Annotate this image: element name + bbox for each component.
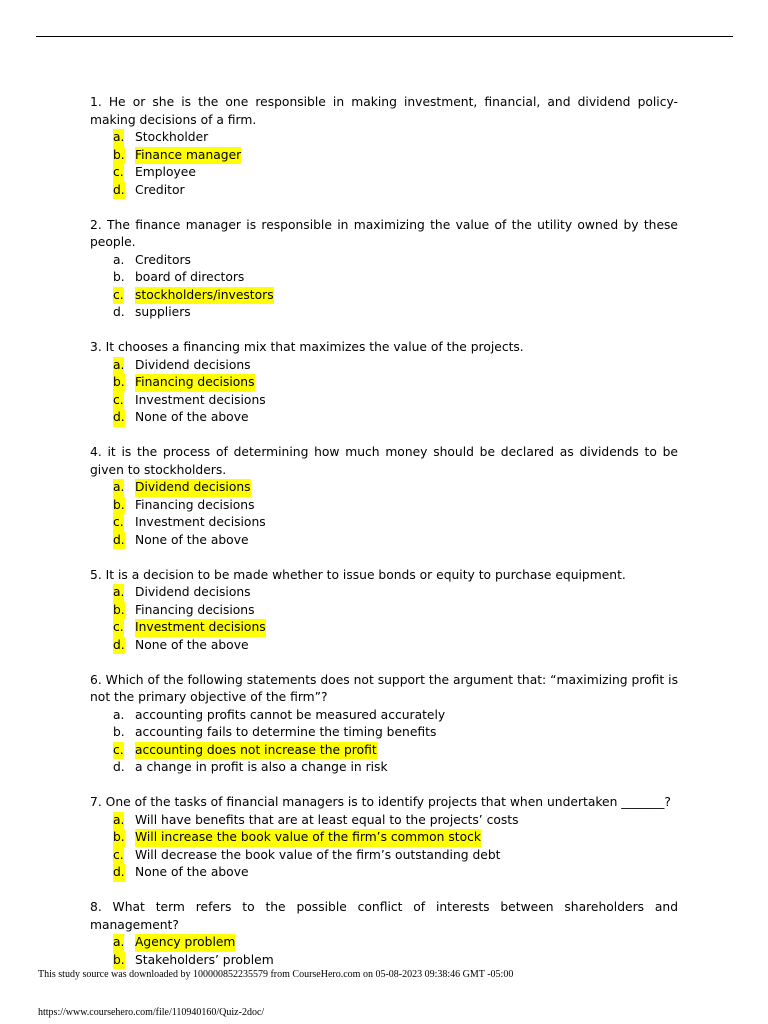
option-text: Dividend decisions	[135, 357, 251, 372]
option-letter: c.	[113, 392, 124, 410]
option-text: None of the above	[135, 637, 249, 652]
option-letter: b.	[113, 829, 125, 847]
option-letter: a.	[113, 357, 124, 375]
answer-option	[90, 304, 678, 322]
answer-option	[90, 829, 678, 847]
option-letter: c.	[113, 514, 124, 532]
option-text: accounting profits cannot be measured accurately	[135, 707, 446, 722]
option-text: a change in profit is also a change in risk	[135, 760, 388, 774]
answer-option	[90, 182, 678, 200]
option-text: accounting fails to determine the timing benefits	[135, 725, 437, 739]
option-list	[90, 252, 678, 322]
answer-option	[90, 479, 678, 497]
answer-option	[90, 707, 678, 725]
option-text: Stockholder	[135, 130, 209, 144]
question-block	[90, 339, 678, 427]
answer-option	[90, 602, 678, 620]
option-list	[90, 707, 678, 777]
option-letter: a.	[113, 812, 124, 830]
answer-option	[90, 847, 678, 865]
answer-option	[90, 742, 678, 760]
option-text: Dividend decisions	[135, 585, 251, 599]
option-letter: b.	[113, 147, 125, 165]
question-block	[90, 794, 678, 882]
answer-option	[90, 532, 678, 550]
option-text: Financing decisions	[135, 497, 255, 512]
option-text-highlighted: stockholders/investors	[135, 287, 274, 305]
option-text-highlighted: accounting does not increase the profit	[135, 742, 377, 760]
option-letter: d.	[113, 182, 125, 200]
option-list	[90, 129, 678, 199]
option-letter: d.	[113, 864, 125, 882]
option-text: board of directors	[135, 270, 245, 284]
option-letter: b.	[113, 497, 125, 515]
option-text: None of the above	[135, 532, 249, 547]
answer-option	[90, 637, 678, 655]
answer-option	[90, 812, 678, 830]
question-block	[90, 899, 678, 969]
option-text-highlighted: Investment decisions	[135, 619, 266, 637]
answer-option	[90, 497, 678, 515]
option-letter: c.	[113, 742, 124, 760]
answer-option	[90, 164, 678, 182]
option-text-highlighted: Financing decisions	[135, 374, 255, 392]
option-letter: a.	[113, 584, 124, 602]
question-text: 2. The finance manager is responsible in maximizing the value of the utility owned by these people.	[90, 217, 678, 249]
answer-option	[90, 724, 678, 742]
question-text: 8. What term refers to the possible conflict of interests between shareholders and management?	[90, 900, 678, 932]
question-text: 6. Which of the following statements does not support the argument that: “maximizing profit is not the primary objective of the firm”?	[90, 672, 678, 704]
answer-option	[90, 934, 678, 952]
option-text: Will decrease the book value of the firm’s outstanding debt	[135, 847, 501, 862]
answer-option	[90, 269, 678, 287]
option-letter: d.	[113, 637, 125, 655]
option-text: None of the above	[135, 865, 249, 879]
option-text: Investment decisions	[135, 392, 266, 407]
option-letter: d.	[113, 305, 125, 319]
option-list	[90, 479, 678, 549]
option-letter: c.	[113, 287, 124, 305]
option-list	[90, 357, 678, 427]
answer-option	[90, 619, 678, 637]
option-text: Investment decisions	[135, 515, 266, 529]
option-letter: c.	[113, 164, 124, 182]
answer-option	[90, 759, 678, 777]
question-block	[90, 567, 678, 655]
source-url-link[interactable]: https://www.coursehero.com/file/110940160/Quiz-2doc/	[38, 1007, 265, 1018]
option-letter: b.	[113, 602, 125, 620]
answer-option	[90, 147, 678, 165]
answer-option	[90, 252, 678, 270]
option-list	[90, 812, 678, 882]
option-letter: a.	[113, 934, 124, 952]
option-letter: d.	[113, 409, 125, 427]
header-rule	[36, 36, 733, 37]
question-block	[90, 444, 678, 549]
option-text: Will have benefits that are at least equal to the projects’ costs	[135, 812, 519, 827]
question-text: 7. One of the tasks of financial managers is to identify projects that when undertaken _______?	[90, 795, 671, 809]
option-text: None of the above	[135, 410, 249, 424]
option-text: Creditors	[135, 252, 191, 267]
option-letter: d.	[113, 760, 125, 774]
option-letter: c.	[113, 847, 124, 865]
option-text-highlighted: Dividend decisions	[135, 479, 251, 497]
quiz-content	[90, 94, 678, 987]
question-text: 4. it is the process of determining how much money should be declared as dividends to be given to stockholders.	[90, 445, 678, 477]
option-letter: b.	[113, 725, 125, 739]
answer-option	[90, 584, 678, 602]
option-text-highlighted: Agency problem	[135, 934, 235, 952]
answer-option	[90, 864, 678, 882]
question-text: 3. It chooses a financing mix that maximizes the value of the projects.	[90, 340, 524, 354]
option-letter: b.	[113, 952, 125, 970]
answer-option	[90, 392, 678, 410]
option-text: Employee	[135, 165, 196, 179]
question-block	[90, 672, 678, 777]
question-text: 5. It is a decision to be made whether to issue bonds or equity to purchase equipment.	[90, 567, 626, 582]
option-letter: a.	[113, 479, 124, 497]
answer-option	[90, 129, 678, 147]
option-letter: b.	[113, 270, 125, 284]
option-list	[90, 934, 678, 969]
option-letter: b.	[113, 374, 125, 392]
option-list	[90, 584, 678, 654]
answer-option	[90, 514, 678, 532]
option-text-highlighted: Finance manager	[135, 147, 241, 165]
option-letter: a.	[113, 129, 124, 147]
option-text: Creditor	[135, 182, 185, 197]
answer-option	[90, 287, 678, 305]
option-text-highlighted: Will increase the book value of the firm’s common stock	[135, 829, 481, 847]
option-letter: d.	[113, 532, 125, 550]
option-letter: a.	[113, 252, 125, 267]
answer-option	[90, 409, 678, 427]
question-block	[90, 94, 678, 199]
download-notice: This study source was downloaded by 100000852235579 from CourseHero.com on 05-08-2023 09:38:46 GMT -05:00	[38, 969, 514, 980]
option-letter: c.	[113, 619, 124, 637]
answer-option	[90, 374, 678, 392]
option-letter: a.	[113, 707, 125, 722]
answer-option	[90, 952, 678, 970]
question-block	[90, 217, 678, 322]
question-text: 1. He or she is the one responsible in making investment, financial, and dividend policy-making decisions of a firm.	[90, 95, 678, 127]
option-text: Stakeholders’ problem	[135, 952, 274, 967]
option-text: Financing decisions	[135, 602, 255, 617]
option-text: suppliers	[135, 305, 191, 319]
answer-option	[90, 357, 678, 375]
